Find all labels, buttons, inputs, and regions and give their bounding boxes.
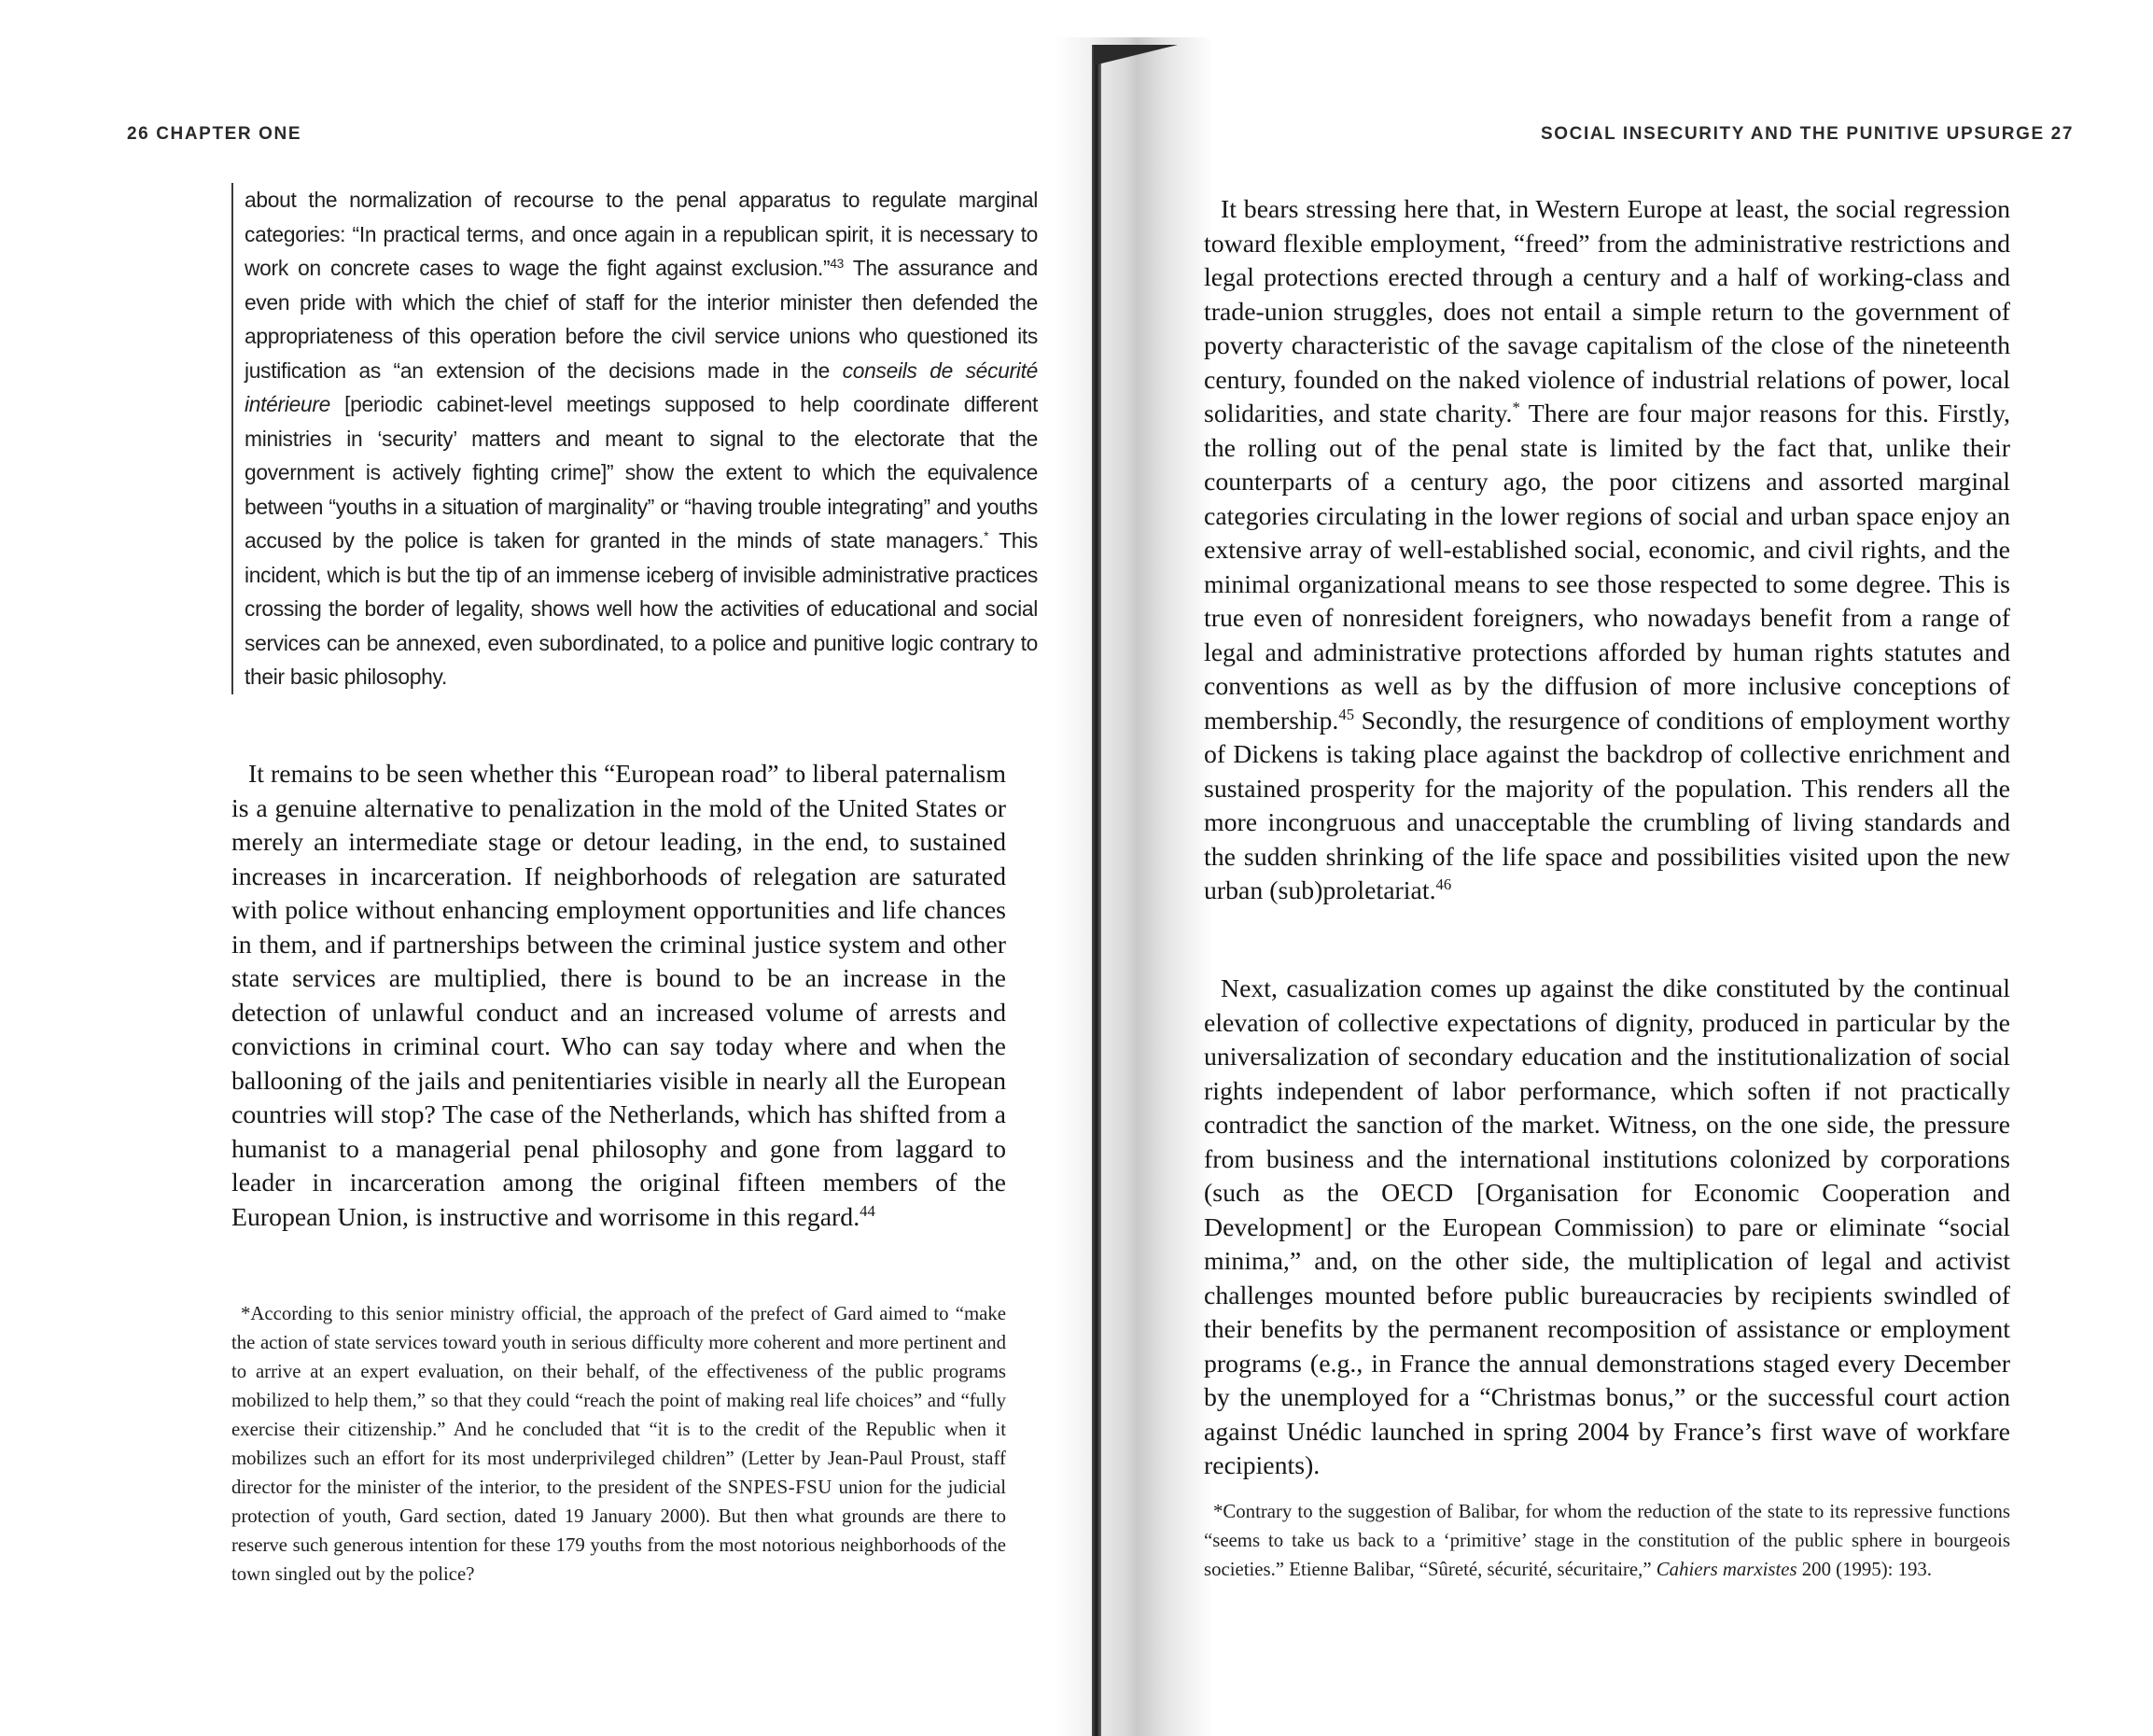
left-page <box>0 0 1073 1736</box>
right-footnote: *Contrary to the suggestion of Balibar, for whom the reduction of the state to its repressive functions “seems to take us back to a ‘primitive’ stage in the constitution of the public sphere in bourgeois societies.” Etienne Balibar, “Sûreté, sécurité, sécuritaire,” Cahiers marxistes 200 (1995): 193. <box>1204 1501 2010 1580</box>
note-ref: 45 <box>1338 705 1355 723</box>
block-quote-extract <box>231 183 1038 694</box>
left-running-head: 26 CHAPTER ONE <box>127 124 302 144</box>
note-ref: 44 <box>860 1201 875 1220</box>
note-ref: 46 <box>1435 875 1452 893</box>
right-body-paragraph-1: It bears stressing here that, in Western Europe at least, the social regression toward flexible employment, “freed” from the administrative restrictions and legal protections erected through a century and a half of working-class and trade-union struggles, does not entail a simple return to the government of poverty characteristic of the savage capitalism of the close of the nineteenth century, founded on the naked violence of industrial relations of power, local solidarities, and state charity.* There are four major reasons for this. Firstly, the rolling out of the penal state is limited by the fact that, unlike their counterparts of a century ago, the poor citizens and assorted marginal categories circulating in the lower regions of social and urban space enjoy an extensive array of well-established social, economic, and civil rights, and the minimal organizational means to see those respected to some degree. This is true even of nonresident foreigners, who nowadays benefit from a range of legal and administrative protections afforded by human rights statutes and conventions as well as by the diffusion of more inclusive conceptions of membership.$^{45}$ Secondly, the resurgence of conditions of employment worthy of Dickens is taking place against the backdrop of collective enrichment and sustained prosperity for the majority of the population. This renders all the more incongruous and unacceptable the crumbling of living standards and the sudden shrinking of the life space and possibilities visited upon the new urban (sub)proletariat.$^{46}$ <box>1204 195 2010 905</box>
gutter-shadow <box>1092 45 1101 1736</box>
right-body-paragraph-2: Next, casualization comes up against the dike constituted by the continual elevation of collective expectations of dignity, produced in particular by the universalization of secondary education and the institutionalization of social rights independent of labor performance, which soften if not practically contradict the sanction of the market. Witness, on the one side, the pressure from business and the international institutions colonized by corporations (such as the OECD [Organisation for Economic Cooperation and Development] or the European Commission) to pare or eliminate “social minima,” and, on the other side, the multiplication of legal and activist challenges mounted before public bureaucracies by recipients swindled of their benefits by the permanent recomposition of assistance or employment programs (e.g., in France the annual demonstrations staged every December by the unemployed for a “Christmas bonus,” or the successful court action against Unédic launched in spring 2004 by France’s first wave of workfare recipients). <box>1204 974 2010 1480</box>
right-page <box>1167 0 2153 1736</box>
left-footnote: *According to this senior ministry official, the approach of the prefect of Gard aimed to “make the action of state services toward youth in serious difficulty more coherent and more pertinent and to arrive at an expert evaluation, on their behalf, of the effectiveness of the public programs mobilized to help them,” so that they could “reach the point of making real life choices” and “fully exercise their citizenship.” And he concluded that “it is to the credit of the Republic when it mobilizes such an effort for its most underprivileged children” (Letter by Jean-Paul Proust, staff director for the minister of the interior, to the president of the SNPES-FSU union for the judicial protection of youth, Gard section, dated 19 January 2000). But then what grounds are there to reserve such generous intention for these 179 youths from the most notorious neighborhoods of the town singled out by the police? <box>231 1303 1006 1585</box>
left-body-paragraph: It remains to be seen whether this “European road” to liberal paternalism is a genuine alternative to penalization in the mold of the United States or merely an intermediate stage or detour leading, in the end, to sustained increases in incarceration. If neighborhoods of relegation are saturated with police without enhancing employment opportunities and life chances in them, and if partnerships between the criminal justice system and other state services are multiplied, there is bound to be an increase in the detection of unlawful conduct and an increased volume of arrests and convictions in criminal court. Who can say today where and when the ballooning of the jails and penitentiaries visible in nearly all the European countries will stop? The case of the Netherlands, which has shifted from a humanist to a managerial penal philosophy and gone from laggard to leader in incarceration among the original fifteen members of the European Union, is instructive and worrisome in this regard.$^{44}$ <box>231 760 1006 1232</box>
right-running-head: SOCIAL INSECURITY AND THE PUNITIVE UPSURGE 27 <box>1540 124 2074 144</box>
extract-paragraph: about the normalization of recourse to the penal apparatus to regulate marginal categories: “In practical terms, and once again in a republican spirit, it is necessary to work on concrete cases to wage the fight against exclusion.”$^{43}$ The assurance and even pride with which the chief of staff for the interior minister then defended the appropriateness of this operation before the civil service unions who questioned its justification as “an extension of the decisions made in the conseils de sécurité intérieure [periodic cabinet-level meetings supposed to help coordinate different ministries in ‘security’ matters and meant to signal to the electorate that the government is actively fighting crime]” show the extent to which the equivalence between “youths in a situation of marginality” or “having trouble integrating” and youths accused by the police is taken for granted in the minds of state managers.* This incident, which is but the tip of an immense iceberg of invisible administrative practices crossing the border of legality, shows well how the activities of educational and social services can be annexed, even subordinated, to a police and punitive logic contrary to their basic philosophy. <box>245 188 1039 689</box>
note-ref: 43 <box>830 256 844 271</box>
note-ref: * <box>1512 399 1520 416</box>
note-ref: * <box>984 528 989 543</box>
page-fold-flap <box>1094 45 1178 65</box>
